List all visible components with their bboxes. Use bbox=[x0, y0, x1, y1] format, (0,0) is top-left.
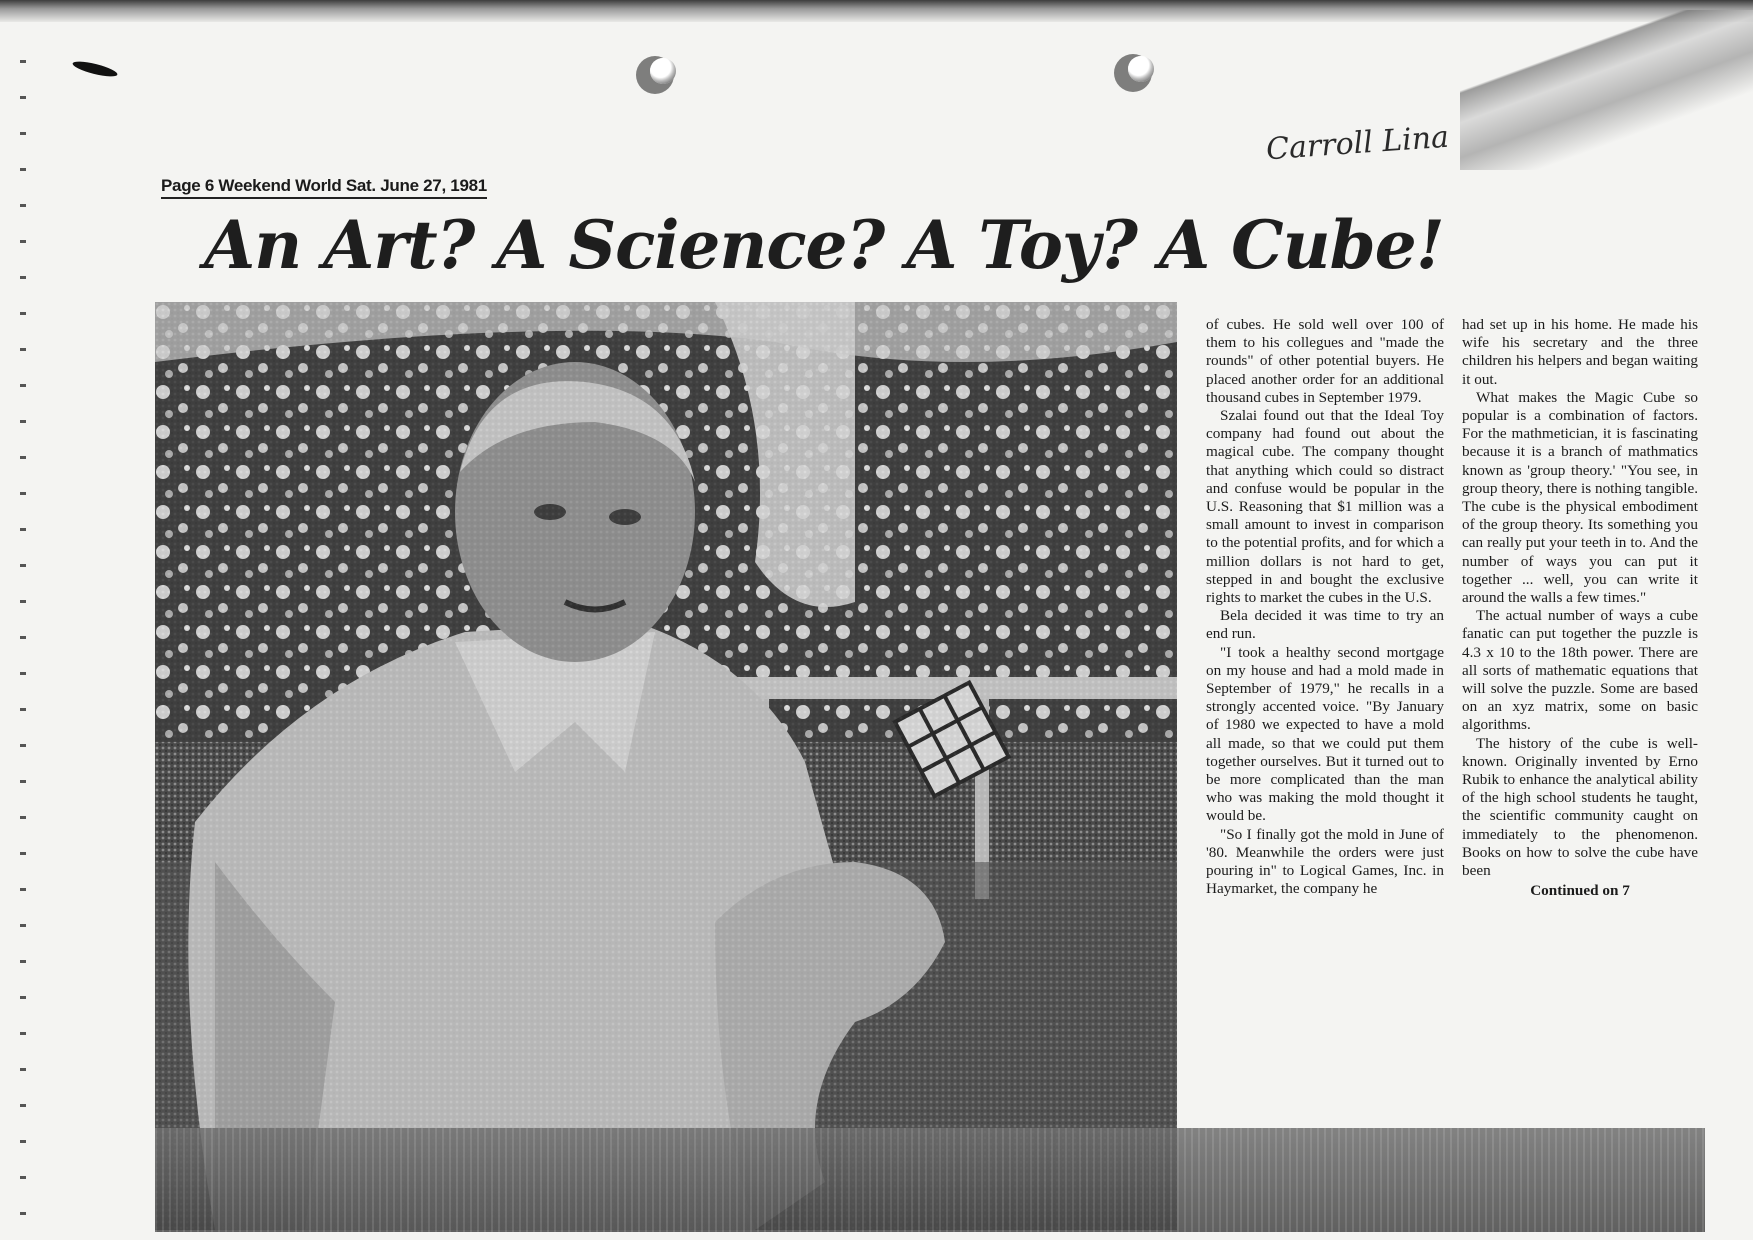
handwritten-note: Carroll Lina bbox=[1265, 119, 1451, 168]
perforated-edge bbox=[20, 60, 26, 1220]
paragraph: What makes the Magic Cube so popular is a combination of factors. For the mathmetician, it is fascinating because it is a branch of mathmatics known as 'group theory.' "You see, in group theory, there is nothing tangible. The cube is the physical embodiment of the group theory. Its something you can really put your teeth in to. And the number of ways you can put it together ... well, you can write it around the walls a few times." bbox=[1462, 388, 1698, 607]
continued-notice: Continued on 7 bbox=[1530, 882, 1630, 900]
scan-bottom-edge bbox=[155, 1128, 1705, 1232]
paragraph: The actual number of ways a cube fanatic can put together the puzzle is 4.3 x 10 to the 18th power. There are all sorts of mathematic equations that will solve the puzzle. Some are based on an xyz matrix, some on basic algorithms. bbox=[1462, 607, 1698, 734]
push-pin-icon bbox=[650, 58, 676, 84]
dateline: Page 6 Weekend World Sat. June 27, 1981 bbox=[161, 176, 487, 199]
push-pin-icon bbox=[1128, 56, 1154, 82]
ink-smudge bbox=[71, 59, 118, 80]
paragraph: "So I finally got the mold in June of '80. Meanwhile the orders were just pouring in" to Logical Games, Inc. in Haymarket, the company he bbox=[1206, 825, 1444, 898]
paragraph: The history of the cube is well-known. Originally invented by Erno Rubik to enhance the analytical ability of the high school students he taught, the scientific community caught on immediately to the phenomenon. Books on how to solve the cube have been bbox=[1462, 734, 1698, 880]
paragraph: Bela decided it was time to try an end run. bbox=[1206, 607, 1444, 643]
paragraph: of cubes. He sold well over 100 of them to his collegues and "made the rounds" of other potential buyers. He placed another order for an additional thousand cubes in September 1979. bbox=[1206, 316, 1444, 406]
paragraph: had set up in his home. He made his wife his secretary and the three children his helpers and began waiting it out. bbox=[1462, 316, 1698, 388]
article-photo bbox=[155, 302, 1177, 1230]
article-column-1 bbox=[1206, 316, 1444, 899]
folded-corner bbox=[1460, 10, 1753, 170]
paragraph: "I took a healthy second mortgage on my house and had a mold made in September of 1979," he recalls in a strongly accented voice. "By January of 1980 we expected to have a mold all made, so that we could put them together ourselves. But it turned out to be more complicated than the man who was making the mold thought it would be. bbox=[1206, 643, 1444, 825]
photo-man-holding-cube bbox=[155, 302, 1177, 1230]
headline: An Art? A Science? A Toy? A Cube! bbox=[204, 206, 1444, 284]
paragraph: Szalai found out that the Ideal Toy company had found out about the magical cube. The company thought that anything which could so distract and confuse would be popular in the U.S. Reasoning that $1 million was a small amount to invest in comparison to the potential profits, and for which a million dollars is not hard to get, stepped in and bought the exclusive rights to market the cubes in the U.S. bbox=[1206, 407, 1444, 607]
article-column-2 bbox=[1462, 316, 1698, 901]
